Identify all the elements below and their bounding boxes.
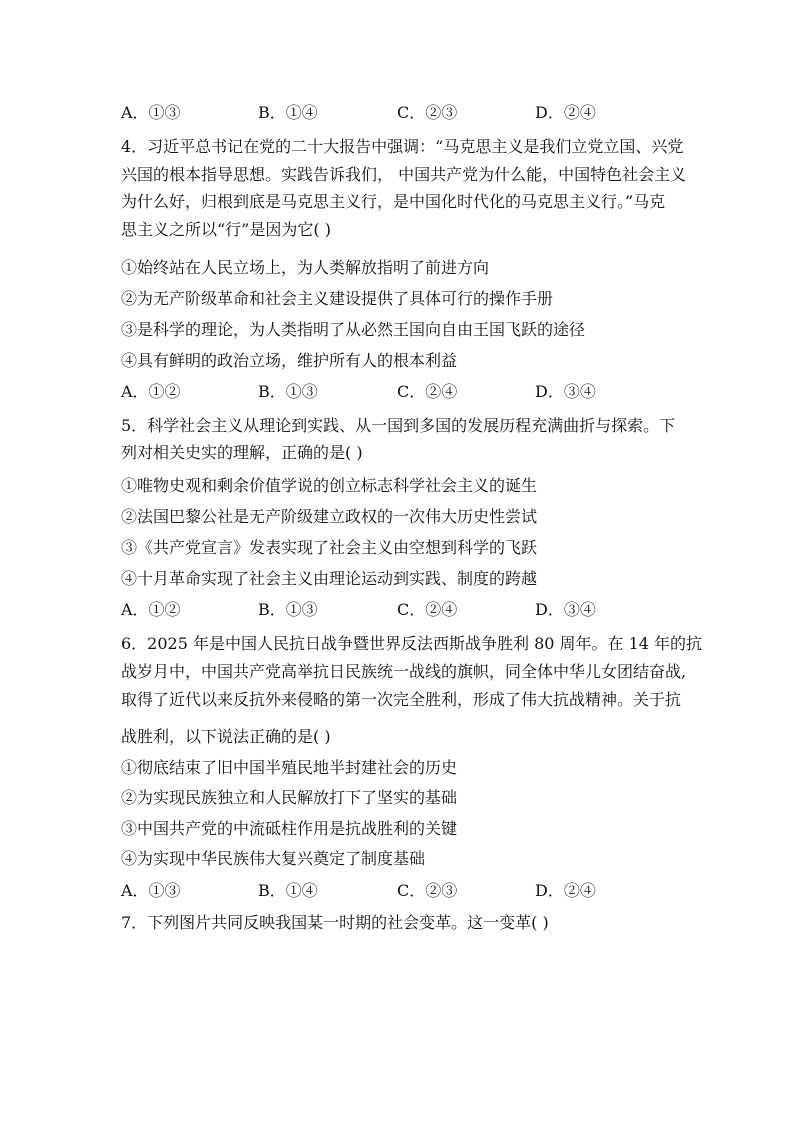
q4-stem-line: 思主义之所以“行”是因为它( )	[121, 220, 331, 239]
q5-statement-4: ④十月革命实现了社会主义由理论运动到实践、制度的跨越	[121, 569, 538, 588]
q5-statement-1: ①唯物史观和剩余价值学说的创立标志科学社会主义的诞生	[121, 476, 538, 495]
q6-option-b[interactable]: B．①④	[258, 881, 318, 900]
q4-option-d[interactable]: D．③④	[535, 382, 596, 401]
q6-stem-line: 6．2025 年是中国人民抗日战争暨世界反法西斯战争胜利 80 周年。在 14 年的抗	[121, 634, 703, 653]
q3-option-d[interactable]: D．②④	[535, 103, 596, 122]
q6-stem-line: 取得了近代以来反抗外来侵略的第一次完全胜利，形成了伟大抗战精神。关于抗	[121, 690, 682, 709]
q3-option-a[interactable]: A．①③	[121, 103, 181, 122]
q5-option-a[interactable]: A．①②	[121, 600, 181, 619]
q5-statement-3: ③《共产党宣言》发表实现了社会主义由空想到科学的飞跃	[121, 538, 538, 557]
q6-stem-line: 战胜利，以下说法正确的是( )	[121, 727, 331, 746]
q6-option-c[interactable]: C．②③	[397, 881, 458, 900]
q5-option-b[interactable]: B．①③	[258, 600, 318, 619]
q4-statement-2: ②为无产阶级革命和社会主义建设提供了具体可行的操作手册	[121, 289, 554, 308]
q4-stem-line: 4．习近平总书记在党的二十大报告中强调：“马克思主义是我们立党立国、兴党	[121, 137, 684, 156]
q4-stem-line: 为什么好，归根到底是马克思主义行，是中国化时代化的马克思主义行。”马克	[121, 192, 666, 211]
q6-statement-1: ①彻底结束了旧中国半殖民地半封建社会的历史	[121, 758, 458, 777]
q3-option-c[interactable]: C．②③	[397, 103, 458, 122]
q4-stem-line: 兴国的根本指导思想。实践告诉我们， 中国共产党为什么能，中国特色社会主义	[121, 165, 687, 184]
q6-option-d[interactable]: D．②④	[535, 881, 596, 900]
q5-statement-2: ②法国巴黎公社是无产阶级建立政权的一次伟大历史性尝试	[121, 507, 538, 526]
q6-statement-2: ②为实现民族独立和人民解放打下了坚实的基础	[121, 788, 458, 807]
q4-statement-4: ④具有鲜明的政治立场，维护所有人的根本利益	[121, 351, 458, 370]
q5-option-d[interactable]: D．③④	[535, 600, 596, 619]
q5-option-c[interactable]: C．②④	[397, 600, 458, 619]
q6-statement-3: ③中国共产党的中流砥柱作用是抗战胜利的关键	[121, 819, 458, 838]
q3-options	[121, 103, 681, 125]
q7-stem-line: 7．下列图片共同反映我国某一时期的社会变革。这一变革( )	[121, 913, 549, 932]
q6-statement-4: ④为实现中华民族伟大复兴奠定了制度基础	[121, 849, 426, 868]
q5-stem-line: 5．科学社会主义从理论到实践、从一国到多国的发展历程充满曲折与探索。下	[121, 416, 676, 435]
q3-option-b[interactable]: B．①④	[258, 103, 318, 122]
q4-statement-1: ①始终站在人民立场上，为人类解放指明了前进方向	[121, 258, 490, 277]
q5-stem-line: 列对相关史实的理解，正确的是( )	[121, 443, 363, 462]
q6-stem-line: 战岁月中，中国共产党高举抗日民族统一战线的旗帜，同全体中华儿女团结奋战,	[121, 662, 687, 681]
q4-options	[121, 382, 681, 404]
q4-option-b[interactable]: B．①③	[258, 382, 318, 401]
q5-options	[121, 600, 681, 622]
q6-options	[121, 881, 681, 903]
q4-option-a[interactable]: A．①②	[121, 382, 181, 401]
q4-option-c[interactable]: C．②④	[397, 382, 458, 401]
q4-statement-3: ③是科学的理论，为人类指明了从必然王国向自由王国飞跃的途径	[121, 320, 586, 339]
q6-option-a[interactable]: A．①③	[121, 881, 181, 900]
